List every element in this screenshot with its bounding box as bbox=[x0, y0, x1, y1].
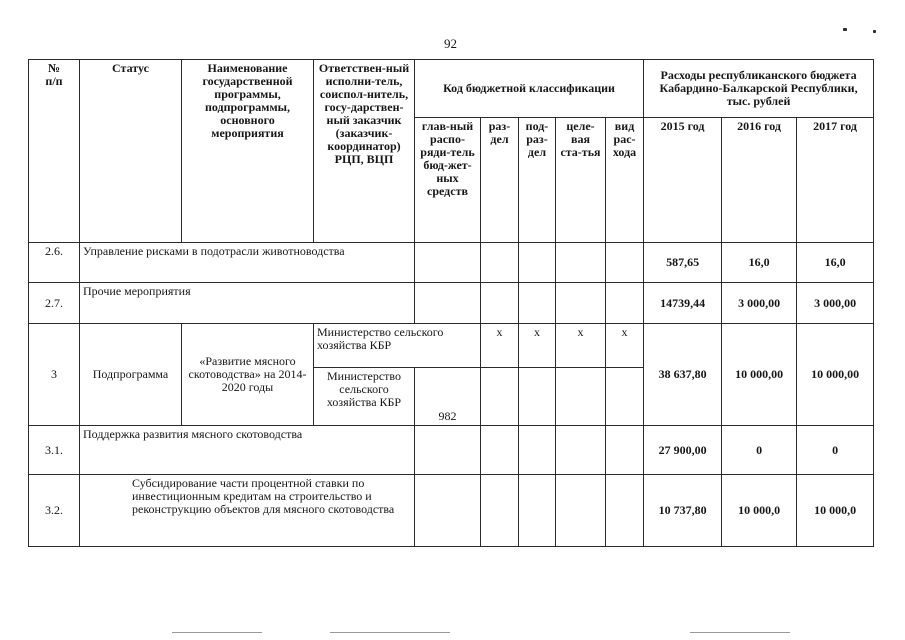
value-2016: 0 bbox=[722, 426, 797, 475]
scan-speck bbox=[843, 28, 847, 31]
x-mark: х bbox=[556, 324, 606, 368]
value-2016: 10 000,0 bbox=[722, 475, 797, 547]
value-2017: 0 bbox=[797, 426, 874, 475]
row-responsible: Министерство сельского хозяйства КБР bbox=[314, 368, 415, 426]
value-2016: 16,0 bbox=[722, 243, 797, 283]
value-2016: 10 000,00 bbox=[722, 324, 797, 426]
header-vid: вид рас-хода bbox=[606, 118, 644, 243]
row-num: 3 bbox=[29, 324, 80, 426]
row-num: 2.6. bbox=[29, 243, 80, 283]
value-2017: 16,0 bbox=[797, 243, 874, 283]
row-name: «Развитие мясного скотоводства» на 2014-2020 годы bbox=[182, 324, 314, 426]
value-2015: 27 900,00 bbox=[644, 426, 722, 475]
header-razdel: раз-дел bbox=[481, 118, 519, 243]
header-expenses: Расходы республиканского бюджета Кабардино-Балкарской Республики, тыс. рублей bbox=[644, 60, 874, 118]
header-responsible: Ответствен-ный исполни-тель, соиспол-нитель, госу-дарствен-ный заказчик (заказчик-координатор) РЦП, ВЦП bbox=[314, 60, 415, 243]
header-2017: 2017 год bbox=[797, 118, 874, 243]
header-podrazdel: под-раз-дел bbox=[519, 118, 556, 243]
value-2015: 14739,44 bbox=[644, 283, 722, 324]
table-row bbox=[29, 283, 874, 324]
header-status: Статус bbox=[80, 60, 182, 243]
table-row bbox=[29, 243, 874, 283]
row-name: Прочие мероприятия bbox=[80, 283, 415, 324]
header-num: № п/п bbox=[29, 60, 80, 243]
budget-table bbox=[28, 59, 874, 547]
page-number: 92 bbox=[444, 36, 457, 51]
row-name: Субсидирование части процентной ставки по инвестиционным кредитам на строительство и реконструкцию объектов для мясного скотоводства bbox=[80, 475, 415, 547]
value-2017: 3 000,00 bbox=[797, 283, 874, 324]
row-responsible: Министерство сельского хозяйства КБР bbox=[314, 324, 481, 368]
scan-edge-line bbox=[690, 632, 790, 633]
row-num: 2.7. bbox=[29, 283, 80, 324]
row-name: Управление рисками в подотрасли животноводства bbox=[80, 243, 415, 283]
x-mark: х bbox=[481, 324, 519, 368]
header-2015: 2015 год bbox=[644, 118, 722, 243]
row-num: 3.1. bbox=[29, 426, 80, 475]
scan-speck bbox=[873, 30, 876, 33]
scan-edge-line bbox=[172, 632, 262, 633]
row-num: 3.2. bbox=[29, 475, 80, 547]
header-statya: целе-вая ста-тья bbox=[556, 118, 606, 243]
header-budget-code: Код бюджетной классификации bbox=[415, 60, 644, 118]
table-row bbox=[29, 426, 874, 475]
value-2015: 587,65 bbox=[644, 243, 722, 283]
header-2016: 2016 год bbox=[722, 118, 797, 243]
scan-edge-line bbox=[330, 632, 450, 633]
value-2015: 10 737,80 bbox=[644, 475, 722, 547]
value-2015: 38 637,80 bbox=[644, 324, 722, 426]
header-name: Наименование государственной программы, подпрограммы, основного мероприятия bbox=[182, 60, 314, 243]
x-mark: х bbox=[606, 324, 644, 368]
row-code: 982 bbox=[415, 368, 481, 426]
value-2017: 10 000,00 bbox=[797, 324, 874, 426]
value-2017: 10 000,0 bbox=[797, 475, 874, 547]
row-name: Поддержка развития мясного скотоводства bbox=[80, 426, 415, 475]
table-row bbox=[29, 324, 874, 368]
value-2016: 3 000,00 bbox=[722, 283, 797, 324]
header-glavny: глав-ный распо-ряди-тель бюд-жет-ных средств bbox=[415, 118, 481, 243]
table-row bbox=[29, 475, 874, 547]
x-mark: х bbox=[519, 324, 556, 368]
row-status: Подпрограмма bbox=[80, 324, 182, 426]
